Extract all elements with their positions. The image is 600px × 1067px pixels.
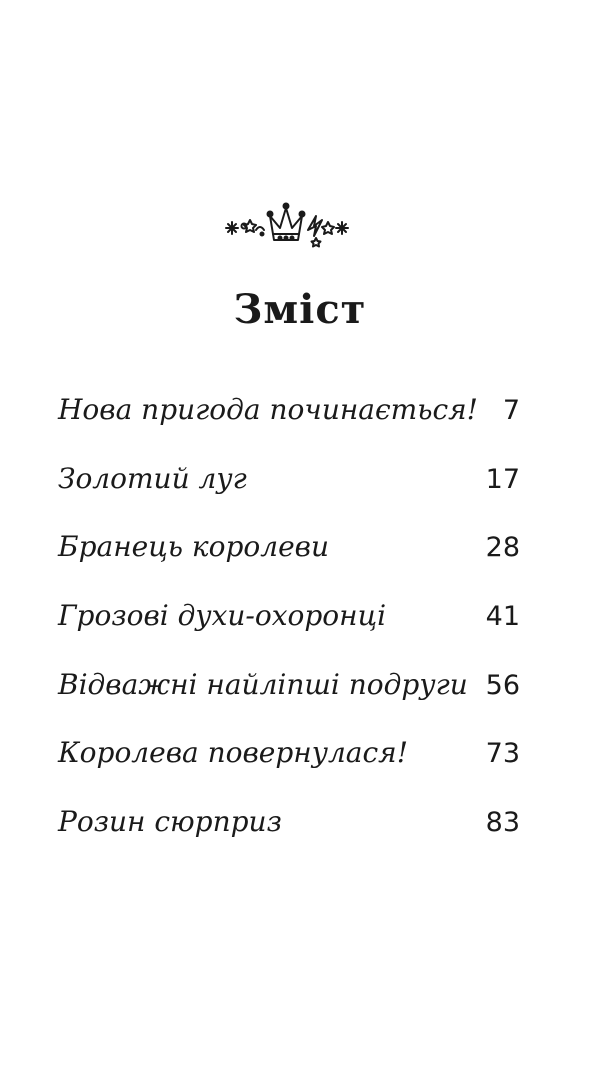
toc-title: Бранець королеви [58,530,329,564]
toc-page-number: 56 [485,669,520,701]
toc-entry[interactable] [58,731,520,800]
toc-title: Королева повернулася! [58,736,408,770]
toc-title: Розин сюрприз [58,805,282,839]
toc-title: Відважні найліпші подруги [58,667,468,701]
table-of-contents [58,388,520,869]
toc-title: Нова пригода починається! [58,393,478,426]
toc-entry[interactable] [58,525,520,594]
toc-page-number: 83 [485,807,520,839]
toc-entry[interactable] [58,800,520,869]
contents-heading: Зміст [233,286,367,333]
toc-page-number: 17 [485,463,520,495]
toc-entry[interactable] [58,663,520,732]
toc-page-number: 73 [485,738,520,770]
crown-ornament-icon [218,200,354,248]
toc-entry[interactable] [58,594,520,663]
toc-page-number: 41 [485,601,520,633]
toc-entry[interactable] [58,388,520,457]
toc-title: Золотий луг [58,461,247,495]
toc-entry[interactable] [58,457,520,526]
toc-page-number: 28 [485,532,520,564]
toc-title: Грозові духи-охоронці [58,599,387,633]
toc-page-number: 7 [502,395,520,426]
